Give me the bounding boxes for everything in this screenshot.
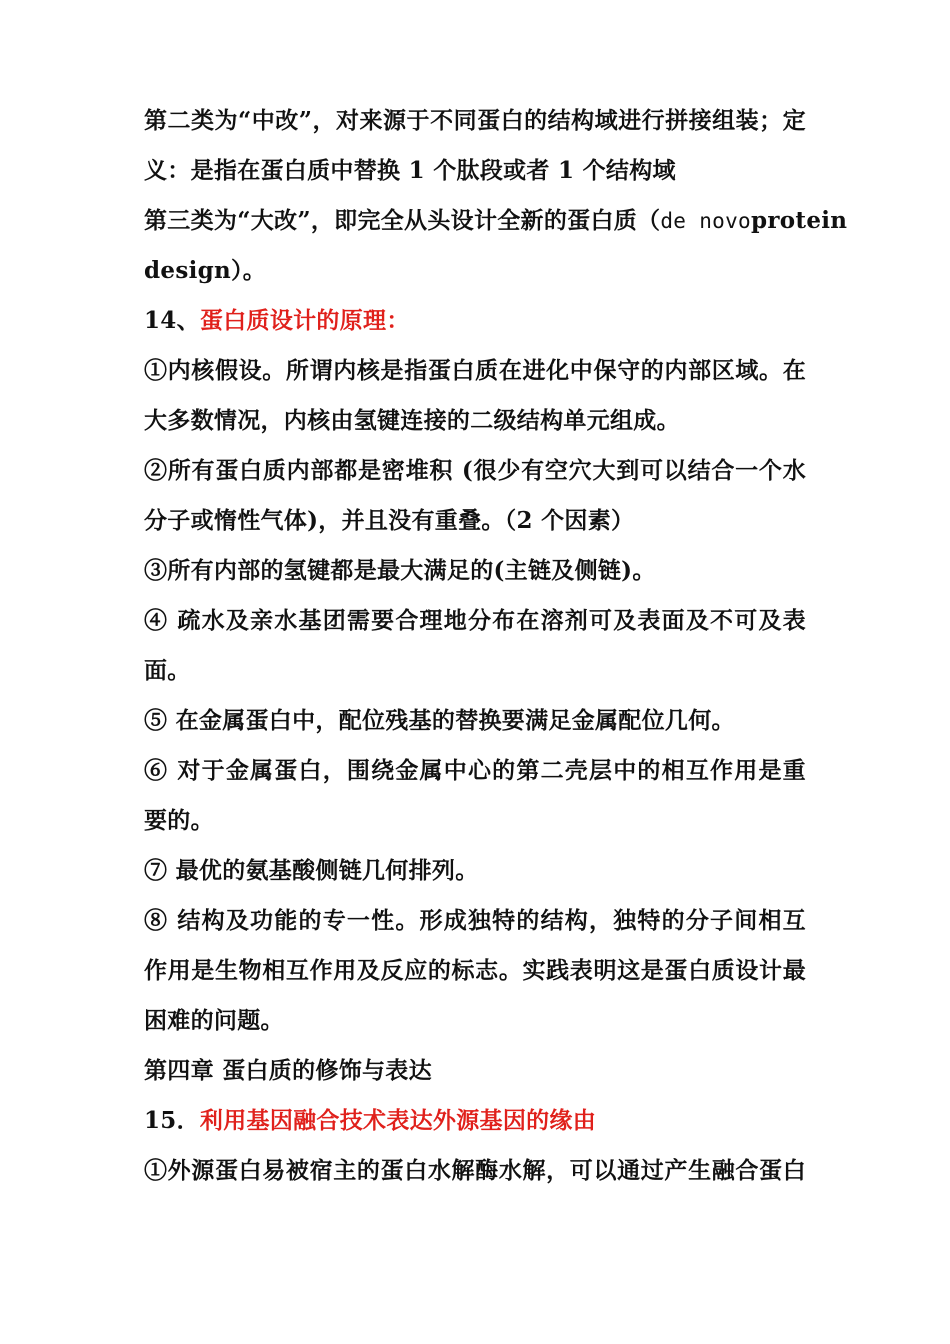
text-line: ①内核假设。所谓内核是指蛋白质在进化中保守的内部区域。在 xyxy=(144,357,806,384)
text-line: ⑦ 最优的氨基酸侧链几何排列。 xyxy=(144,857,479,884)
term-protein: protein xyxy=(750,207,848,234)
section-number: 14、 xyxy=(144,307,200,334)
text-line: ①外源蛋白易被宿主的蛋白水解酶水解，可以通过产生融合蛋白 xyxy=(144,1157,806,1184)
text-line: ④ 疏水及亲水基团需要合理地分布在溶剂可及表面及不可及表 xyxy=(144,607,806,634)
chapter-heading: 第四章 蛋白质的修饰与表达 xyxy=(144,1057,432,1084)
section-heading-15 xyxy=(144,1106,596,1136)
section-heading-14 xyxy=(144,306,410,336)
text-line: 大多数情况，内核由氢键连接的二级结构单元组成。 xyxy=(144,407,680,434)
text-line: 第二类为“中改”，对来源于不同蛋白的结构域进行拼接组装；定 xyxy=(144,107,806,134)
text-line: 困难的问题。 xyxy=(144,1007,284,1034)
text-line: 分子或惰性气体)，并且没有重叠。（2 个因素） xyxy=(144,507,635,534)
text-line: ⑧ 结构及功能的专一性。形成独特的结构，独特的分子间相互 xyxy=(144,907,806,934)
text-line: 作用是生物相互作用及反应的标志。实践表明这是蛋白质设计最 xyxy=(144,957,806,984)
text-line: ②所有蛋白质内部都是密堆积 (很少有空穴大到可以结合一个水 xyxy=(144,457,806,484)
section-number: 15． xyxy=(144,1107,200,1134)
section-title: 蛋白质设计的原理： xyxy=(199,307,410,334)
section-title: 利用基因融合技术表达外源基因的缘由 xyxy=(199,1107,597,1134)
term-de-novo: de novo xyxy=(660,209,751,233)
text-line: ⑥ 对于金属蛋白，围绕金属中心的第二壳层中的相互作用是重 xyxy=(144,757,806,784)
text-line: design）。 xyxy=(144,257,267,284)
text-line-mixed xyxy=(144,206,848,236)
text-line: ③所有内部的氢键都是最大满足的(主链及侧链)。 xyxy=(144,557,656,584)
text-segment: 第三类为“大改”，即完全从头设计全新的蛋白质（ xyxy=(144,207,661,234)
text-line: 要的。 xyxy=(144,807,214,834)
text-line: ⑤ 在金属蛋白中，配位残基的替换要满足金属配位几何。 xyxy=(144,707,735,734)
text-line: 义：是指在蛋白质中替换 1 个肽段或者 1 个结构域 xyxy=(144,157,676,184)
text-line: 面。 xyxy=(144,657,191,684)
